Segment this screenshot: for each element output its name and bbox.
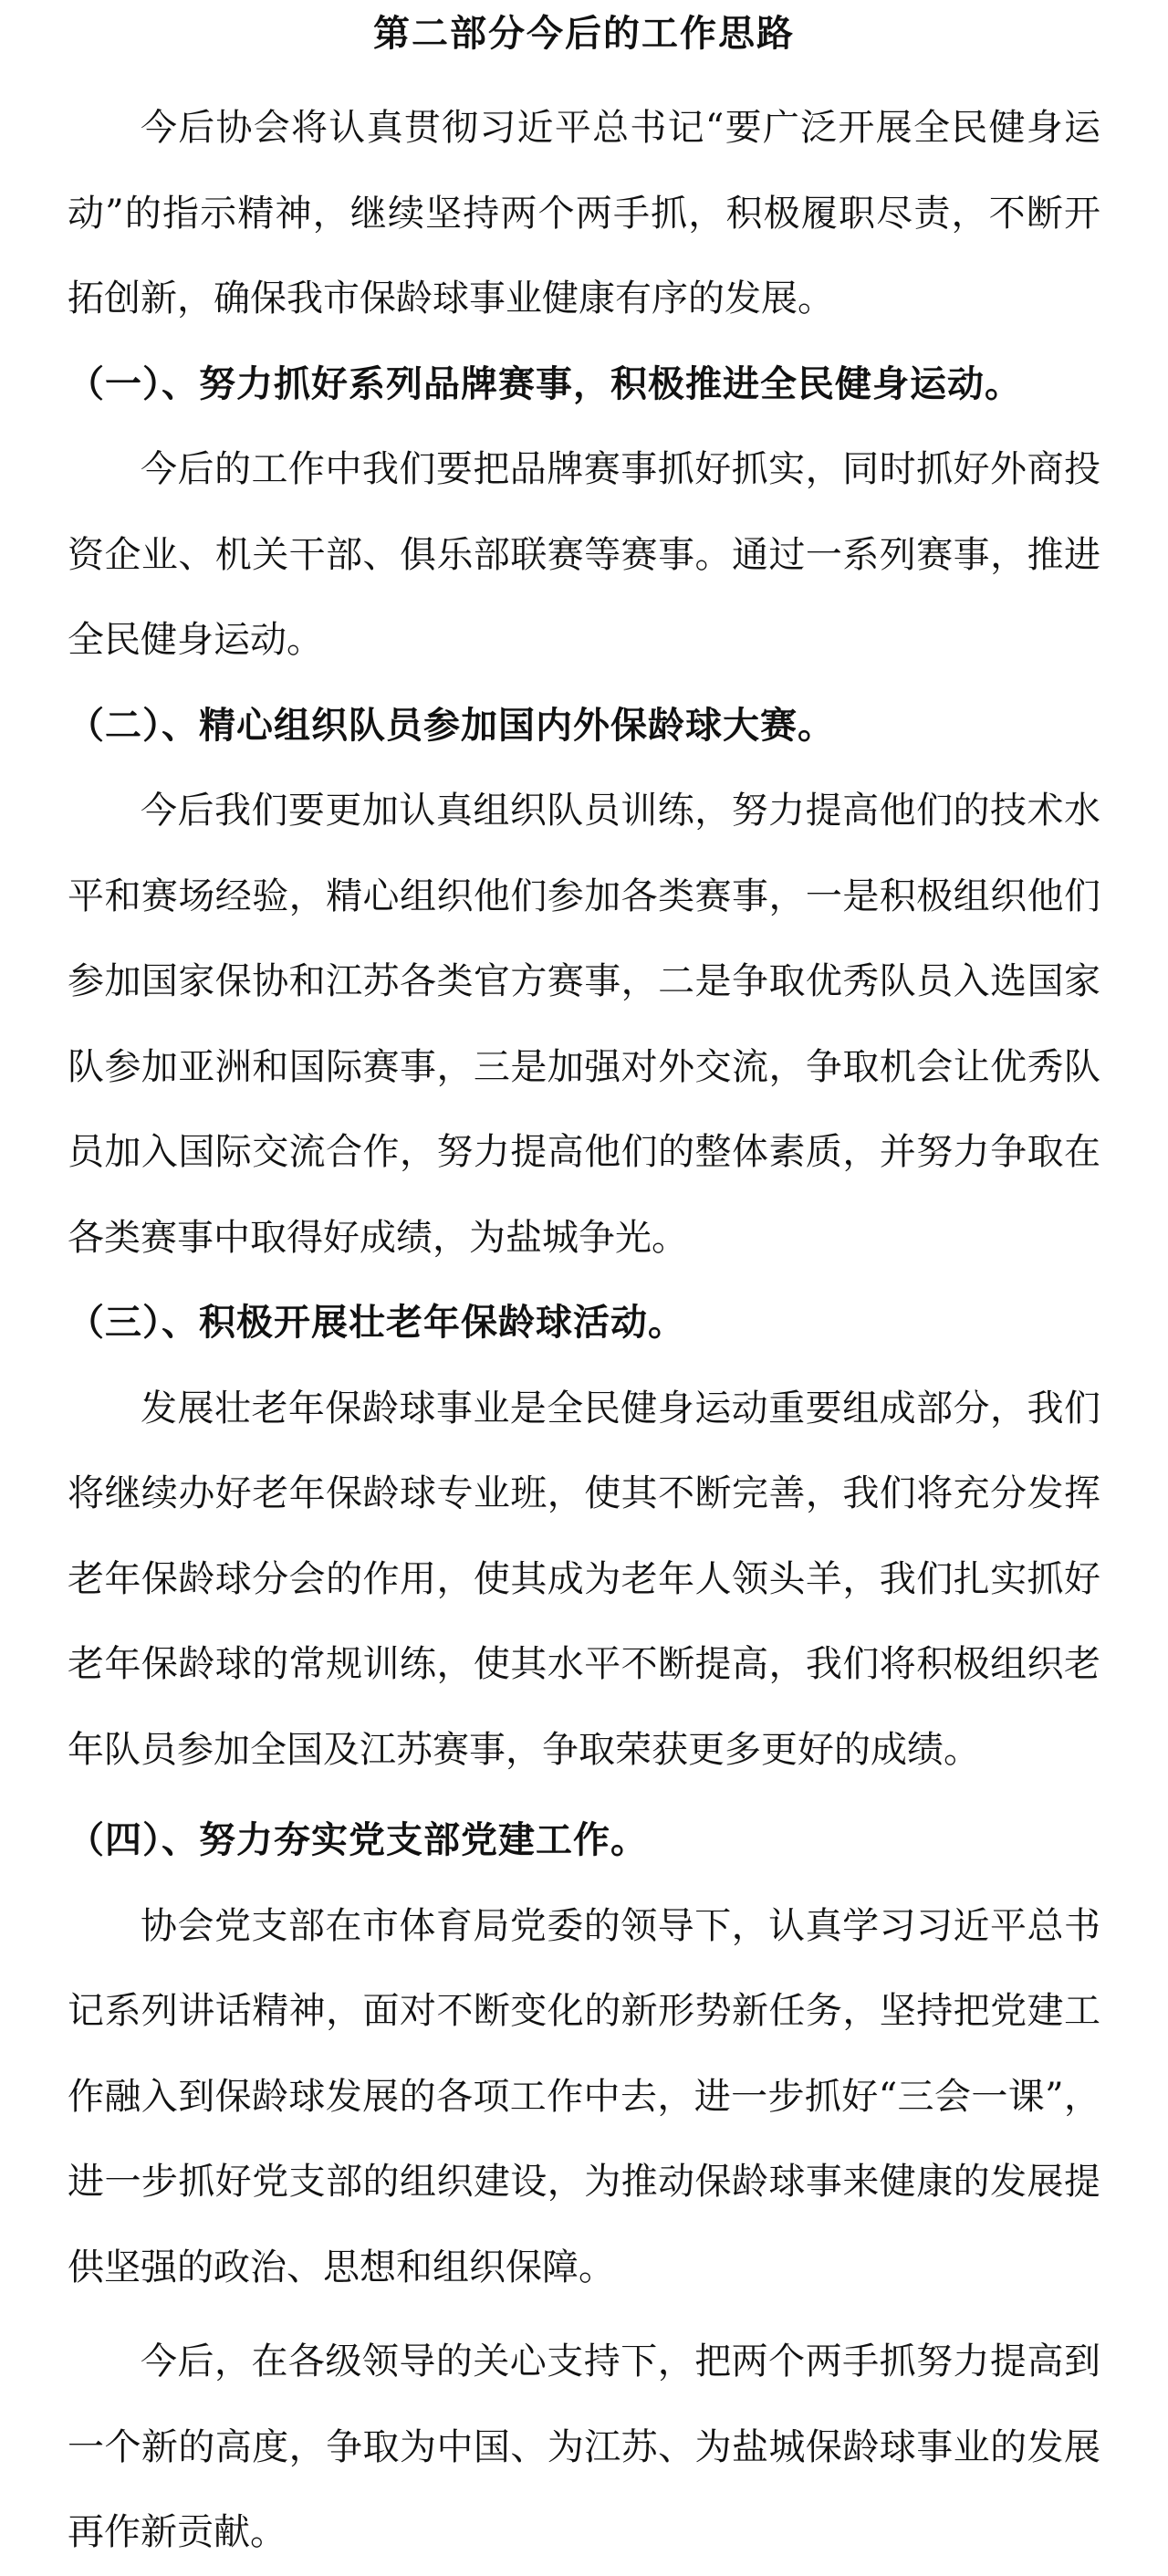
section-2-body: 今后我们要更加认真组织队员训练，努力提高他们的技术水平和赛场经验，精心组织他们参加各类赛事，一是积极组织他们参加国家保协和江苏各类官方赛事，二是争取优秀队员入选国家队参加亚洲和国际赛事，三是加强对外交流，争取机会让优秀队员加入国际交流合作，努力提高他们的整体素质，并努力争取在各类赛事中取得好成绩，为盐城争光。 [68, 790, 1100, 1259]
closing-paragraph: 今后，在各级领导的关心支持下，把两个两手抓努力提高到一个新的高度，争取为中国、为江苏、为盐城保龄球事业的发展再作新贡献。 [68, 2340, 1100, 2553]
section-1-body: 今后的工作中我们要把品牌赛事抓好抓实，同时抓好外商投资企业、机关干部、俱乐部联赛等赛事。通过一系列赛事，推进全民健身运动。 [68, 448, 1100, 661]
document-title: 第二部分今后的工作思路 [373, 12, 795, 55]
section-3-body: 发展壮老年保龄球事业是全民健身运动重要组成部分，我们将继续办好老年保龄球专业班，使其不断完善，我们将充分发挥老年保龄球分会的作用，使其成为老年人领头羊，我们扎实抓好老年保龄球的常规训练，使其水平不断提高，我们将积极组织老年队员参加全国及江苏赛事，争取荣获更多更好的成绩。 [68, 1387, 1100, 1771]
section-1-heading: （一）、努力抓好系列品牌赛事，积极推进全民健身运动。 [68, 362, 1022, 405]
section-2-heading: （二）、精心组织队员参加国内外保龄球大赛。 [68, 704, 835, 747]
section-3-heading: （三）、积极开展壮老年保龄球活动。 [68, 1302, 685, 1344]
document-page [68, 7, 1100, 2576]
intro-paragraph: 今后协会将认真贯彻习近平总书记“要广泛开展全民健身运动”的指示精神，继续坚持两个两手抓，积极履职尽责，不断开拓创新，确保我市保龄球事业健康有序的发展。 [68, 107, 1100, 319]
paragraph-gap [68, 2310, 1100, 2319]
section-4-body: 协会党支部在市体育局党委的领导下，认真学习习近平总书记系列讲话精神，面对不断变化的新形势新任务，坚持把党建工作融入到保龄球发展的各项工作中去，进一步抓好“三会一课”，进一步抓好党支部的组织建设，为推动保龄球事来健康的发展提供坚强的政治、思想和组织保障。 [68, 1904, 1100, 2288]
section-4-heading: （四）、努力夯实党支部党建工作。 [68, 1819, 648, 1861]
